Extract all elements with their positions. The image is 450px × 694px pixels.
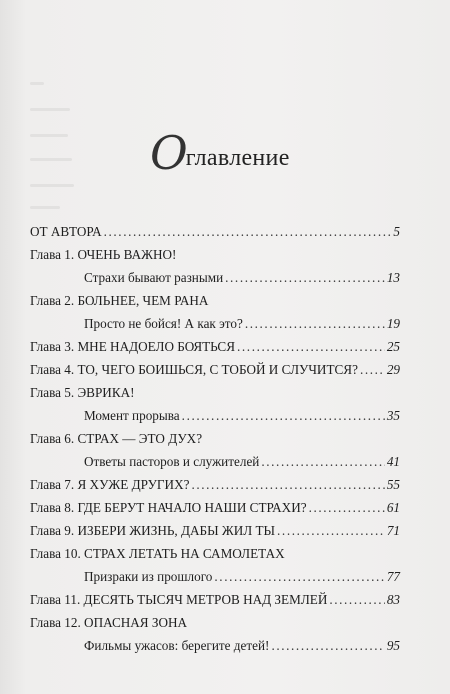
toc-label: Глава 12. ОПАСНАЯ ЗОНА	[30, 615, 188, 630]
toc-row	[30, 615, 400, 631]
toc-page-number: 83	[386, 592, 400, 607]
toc-label: Глава 2. БОЛЬНЕЕ, ЧЕМ РАНА	[30, 293, 209, 308]
toc-subtitle: Просто не бойся! А как это?	[84, 316, 243, 331]
toc-leader-dots	[261, 454, 384, 470]
toc-row	[30, 546, 400, 562]
bleed-through-line	[30, 134, 68, 137]
toc-leader-dots	[182, 408, 385, 424]
toc-label: Глава 10. СТРАХ ЛЕТАТЬ НА САМОЛЕТАХ	[30, 546, 285, 561]
toc-leader-dots	[237, 339, 385, 355]
toc-entry	[30, 339, 400, 355]
toc-label: Глава 6. СТРАХ — ЭТО ДУХ?	[30, 431, 203, 446]
toc-label: Глава 1. ОЧЕНЬ ВАЖНО!	[30, 247, 177, 262]
toc-page-number: 71	[386, 523, 400, 538]
toc-leader-dots	[309, 500, 385, 516]
toc-row	[30, 339, 400, 355]
toc-row	[30, 500, 400, 516]
toc-leader-dots	[214, 569, 384, 585]
toc-leader-dots	[245, 316, 385, 332]
toc-entry	[30, 362, 400, 378]
bleed-through-line	[30, 158, 72, 161]
page-title	[150, 116, 290, 180]
toc-page-number: 25	[386, 339, 400, 354]
toc-leader-dots	[271, 638, 384, 654]
toc-row	[30, 477, 400, 493]
bleed-through-line	[30, 108, 70, 111]
toc-leader-dots	[225, 270, 385, 286]
toc-leader-dots	[329, 592, 384, 608]
toc-page-number: 41	[386, 454, 400, 469]
toc-subrow	[30, 270, 400, 286]
toc-entry	[30, 592, 400, 608]
toc-leader-dots	[277, 523, 385, 539]
toc-row	[30, 431, 400, 447]
toc-subrow	[30, 569, 400, 585]
toc-leader-dots	[104, 224, 392, 240]
toc-row	[30, 247, 400, 263]
toc-entry	[30, 615, 400, 654]
toc-page-number: 5	[393, 224, 400, 239]
toc-page-number: 95	[386, 638, 400, 653]
toc-label: Глава 11. ДЕСЯТЬ ТЫСЯЧ МЕТРОВ НАД ЗЕМЛЕЙ	[30, 592, 328, 607]
toc-row	[30, 385, 400, 401]
toc-entry	[30, 224, 400, 240]
toc-row	[30, 224, 400, 240]
toc-entry	[30, 385, 400, 424]
toc-label: Глава 8. ГДЕ БЕРУТ НАЧАЛО НАШИ СТРАХИ?	[30, 500, 307, 515]
toc-row	[30, 362, 400, 378]
toc-page-number: 61	[386, 500, 400, 515]
toc-subrow	[30, 408, 400, 424]
toc-subtitle: Момент прорыва	[84, 408, 180, 423]
title-initial: О	[150, 126, 188, 180]
toc-entry	[30, 546, 400, 585]
toc-entry	[30, 431, 400, 470]
toc-subrow	[30, 454, 400, 470]
toc-label: Глава 4. ТО, ЧЕГО БОИШЬСЯ, С ТОБОЙ И СЛУЧИТСЯ?	[30, 362, 358, 377]
table-of-contents	[30, 224, 400, 661]
toc-label: Глава 5. ЭВРИКА!	[30, 385, 135, 400]
toc-page-number: 77	[386, 569, 400, 584]
toc-subrow	[30, 316, 400, 332]
toc-entry	[30, 477, 400, 493]
bleed-through-line	[30, 82, 44, 85]
bleed-through-line	[30, 184, 74, 187]
toc-subrow	[30, 638, 400, 654]
toc-page-number: 55	[386, 477, 400, 492]
toc-row	[30, 523, 400, 539]
toc-row	[30, 592, 400, 608]
toc-subtitle: Призраки из прошлого	[84, 569, 213, 584]
toc-entry	[30, 500, 400, 516]
toc-page-number: 19	[386, 316, 400, 331]
toc-subtitle: Фильмы ужасов: берегите детей!	[84, 638, 270, 653]
toc-leader-dots	[360, 362, 385, 378]
toc-page-number: 35	[386, 408, 400, 423]
toc-page-number: 29	[386, 362, 400, 377]
toc-label: Глава 9. ИЗБЕРИ ЖИЗНЬ, ДАБЫ ЖИЛ ТЫ	[30, 523, 276, 538]
toc-subtitle: Ответы пасторов и служителей	[84, 454, 260, 469]
toc-label: Глава 3. МНЕ НАДОЕЛО БОЯТЬСЯ	[30, 339, 236, 354]
toc-label: ОТ АВТОРА	[30, 224, 102, 239]
toc-subtitle: Страхи бывают разными	[84, 270, 224, 285]
toc-entry	[30, 247, 400, 286]
toc-row	[30, 293, 400, 309]
toc-entry	[30, 293, 400, 332]
toc-page-number: 13	[386, 270, 400, 285]
toc-leader-dots	[191, 477, 384, 493]
toc-label: Глава 7. Я ХУЖЕ ДРУГИХ?	[30, 477, 190, 492]
title-text: главление	[185, 145, 290, 171]
bleed-through-line	[30, 206, 60, 209]
toc-entry	[30, 523, 400, 539]
